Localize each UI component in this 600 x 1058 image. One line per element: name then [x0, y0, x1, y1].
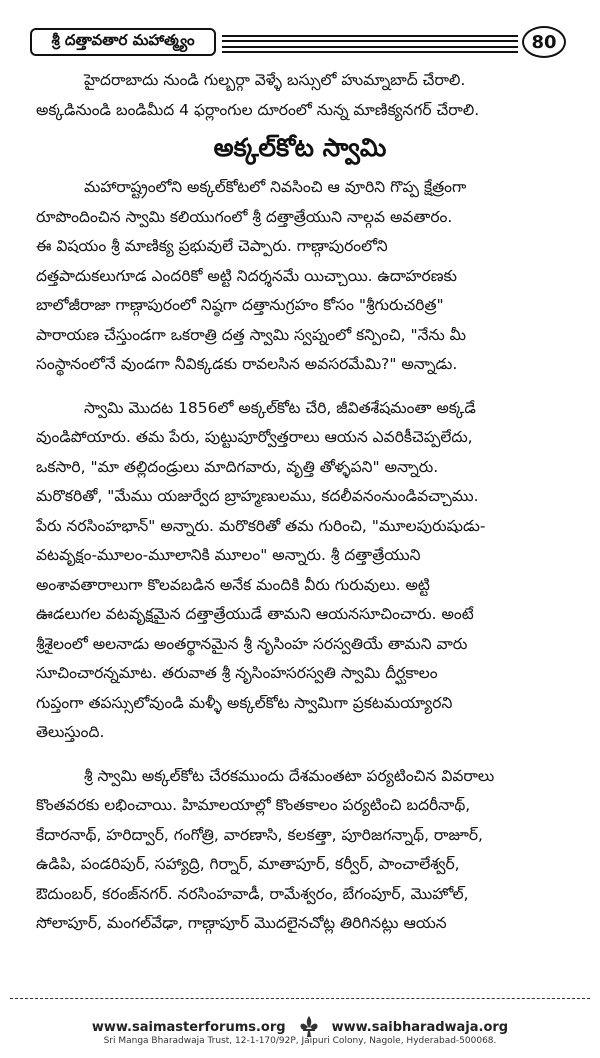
header-rule [222, 40, 518, 42]
text-line: ఒకసారి, "మా తల్లిదండ్రులు మాదిగవారు, వృత్తి తోళ్ళపని" అన్నారు. [36, 457, 439, 476]
text-line: మరొకరితో, "మేము యజుర్వేద బ్రాహ్మణులము, కదలీవనంనుండివచ్చాము. [36, 487, 479, 505]
page-footer [0, 998, 600, 1058]
paragraph [36, 173, 564, 380]
intro-paragraph [36, 66, 564, 125]
footer-divider [10, 998, 590, 999]
page-body [36, 66, 564, 953]
text-line: ఔదుంబర్, కరంజ్‌నగర్. నరసింహవాడీ, రామేశ్వరం, బేగంపూర్, మొహోల్, [36, 884, 469, 903]
header-rule [222, 51, 518, 53]
text-line: అక్కడినుండి బండిమీద 4 ఫర్లాంగుల దూరంలో నున్న మాణిక్యనగర్ చేరాలి. [36, 100, 480, 119]
text-line: హైదరాబాదు నుండి గుల్బర్గా వెళ్ళే బస్సులో హుమ్నాబాద్ చేరాలి. [84, 71, 466, 89]
paragraph [36, 394, 564, 748]
text-line: బాలోజీరాజా గాణ్గాపురంలో నిష్ఠగా దత్తానుగ్రహం కోసం "శ్రీగురుచరిత్ర" [36, 296, 444, 314]
footer-link-saimasterforums[interactable]: www.saimasterforums.org [91, 1019, 286, 1035]
text-line: దత్తపాదుకలుగూడ ఎందరికో అట్టి నిదర్శనమే యిచ్చాయి. ఉదాహరణకు [36, 266, 457, 285]
text-line: పేరు నరసింహభాన్" అన్నారు. మరొకరితో తమ గురించి, "మూలపురుషుడు- [36, 516, 486, 535]
book-title: శ్రీ దత్తావతార మహాత్మ్యం [30, 28, 216, 56]
paragraph [36, 762, 564, 939]
page-header [30, 26, 566, 60]
header-rule [222, 35, 518, 37]
text-line: శ్రీశైలంలో అలనాడు అంతర్థానమైన శ్రీ నృసింహ సరస్వతియే తామని వారు [36, 634, 468, 653]
text-line: వటవృక్షం-మూలం-మూలానికి మూలం" అన్నారు. శ్రీ దత్తాత్రేయుని [36, 546, 421, 564]
text-line: వుండిపోయారు. తమ పేరు, పుట్టుపూర్వోత్తరాలు ఆయన ఎవరికీచెప్పలేదు, [36, 428, 473, 446]
text-line: ఊడలుగల వటవృక్షమైన దత్తాత్రేయుడే తామని ఆయనసూచించారు. అంటే [36, 605, 474, 623]
footer-address: Sri Manga Bharadwaja Trust, 12-1-170/92P, Jaipuri Colony, Nagole, Hyderabad-500068. [103, 1036, 497, 1046]
text-line: మహారాష్ట్రంలోని అక్కల్‌కోటలో నివసించి ఆ వూరిని గొప్ప క్షేత్రంగా [84, 178, 467, 196]
text-line: శ్రీ స్వామి అక్కల్‌కోట చేరకముందు దేశమంతటా పర్యటించిన వివరాలు [84, 766, 495, 785]
section-title: అక్కల్‌కోట స్వామి [213, 133, 387, 162]
text-line: గుప్తంగా తపస్సులోవుండి మళ్ళీ అక్కల్‌కోట స్వామిగా ప్రకటమయ్యారని [36, 693, 453, 712]
footer-link-saibharadwaja[interactable]: www.saibharadwaja.org [331, 1019, 509, 1035]
text-line: సూచించారన్నమాట. తరువాత శ్రీ నృసింహసరస్వతి స్వామి దీర్ఘకాలం [36, 664, 438, 682]
text-line: ఈ విషయం శ్రీ మాణిక్య ప్రభువులే చెప్పారు. గాణ్గాపురంలోని [36, 237, 388, 255]
text-line: కేదారనాథ్, హరిద్వార్, గంగోత్రి, వారణాసి, కలకత్తా, పూరిజగన్నాథ్, రాజూర్, [36, 825, 483, 844]
text-line: కొంతవరకు లభించాయి. హిమాలయాల్లో కొంతకాలం పర్యటించి బదరీనాథ్, [36, 796, 471, 814]
text-line: సోలాపూర్, మంగల్‌వేఢా, గాణ్గాపూర్ మొదలైనచోట్ల తిరిగినట్లు ఆయన [36, 914, 447, 932]
header-rule [222, 46, 518, 48]
page-number: 80 [522, 26, 566, 58]
text-line: పారాయణ చేస్తుండగా ఒకరాత్రి దత్త స్వామి స్వప్నంలో కన్పించి, "నేను మీ [36, 325, 467, 344]
text-line: అంశావతారాలుగా కొలవబడిన అనేక మందికి వీరు గురువులు. అట్టి [36, 575, 430, 594]
text-line: తెలుస్తుంది. [36, 723, 105, 741]
text-line: ఉడిపి, పండరిపుర్, సహ్యాద్రి, గిర్నార్, మాతాపూర్, కర్వీర్, పాంచాలేశ్వర్, [36, 855, 460, 873]
text-line: సంస్థానంలోనే వుండగా నీవిక్కడకు రావలసిన అవసరమేమి?" అన్నాడు. [36, 355, 458, 373]
text-line: రూపొందించిన స్వామి కలియుగంలో శ్రీ దత్తాత్రేయుని నాల్గవ అవతారం. [36, 207, 453, 226]
text-line: స్వామి మొదట 1856లో అక్కల్‌కోట చేరి, జీవితశేషమంతా అక్కడే [84, 398, 476, 417]
header-rules [222, 35, 518, 53]
